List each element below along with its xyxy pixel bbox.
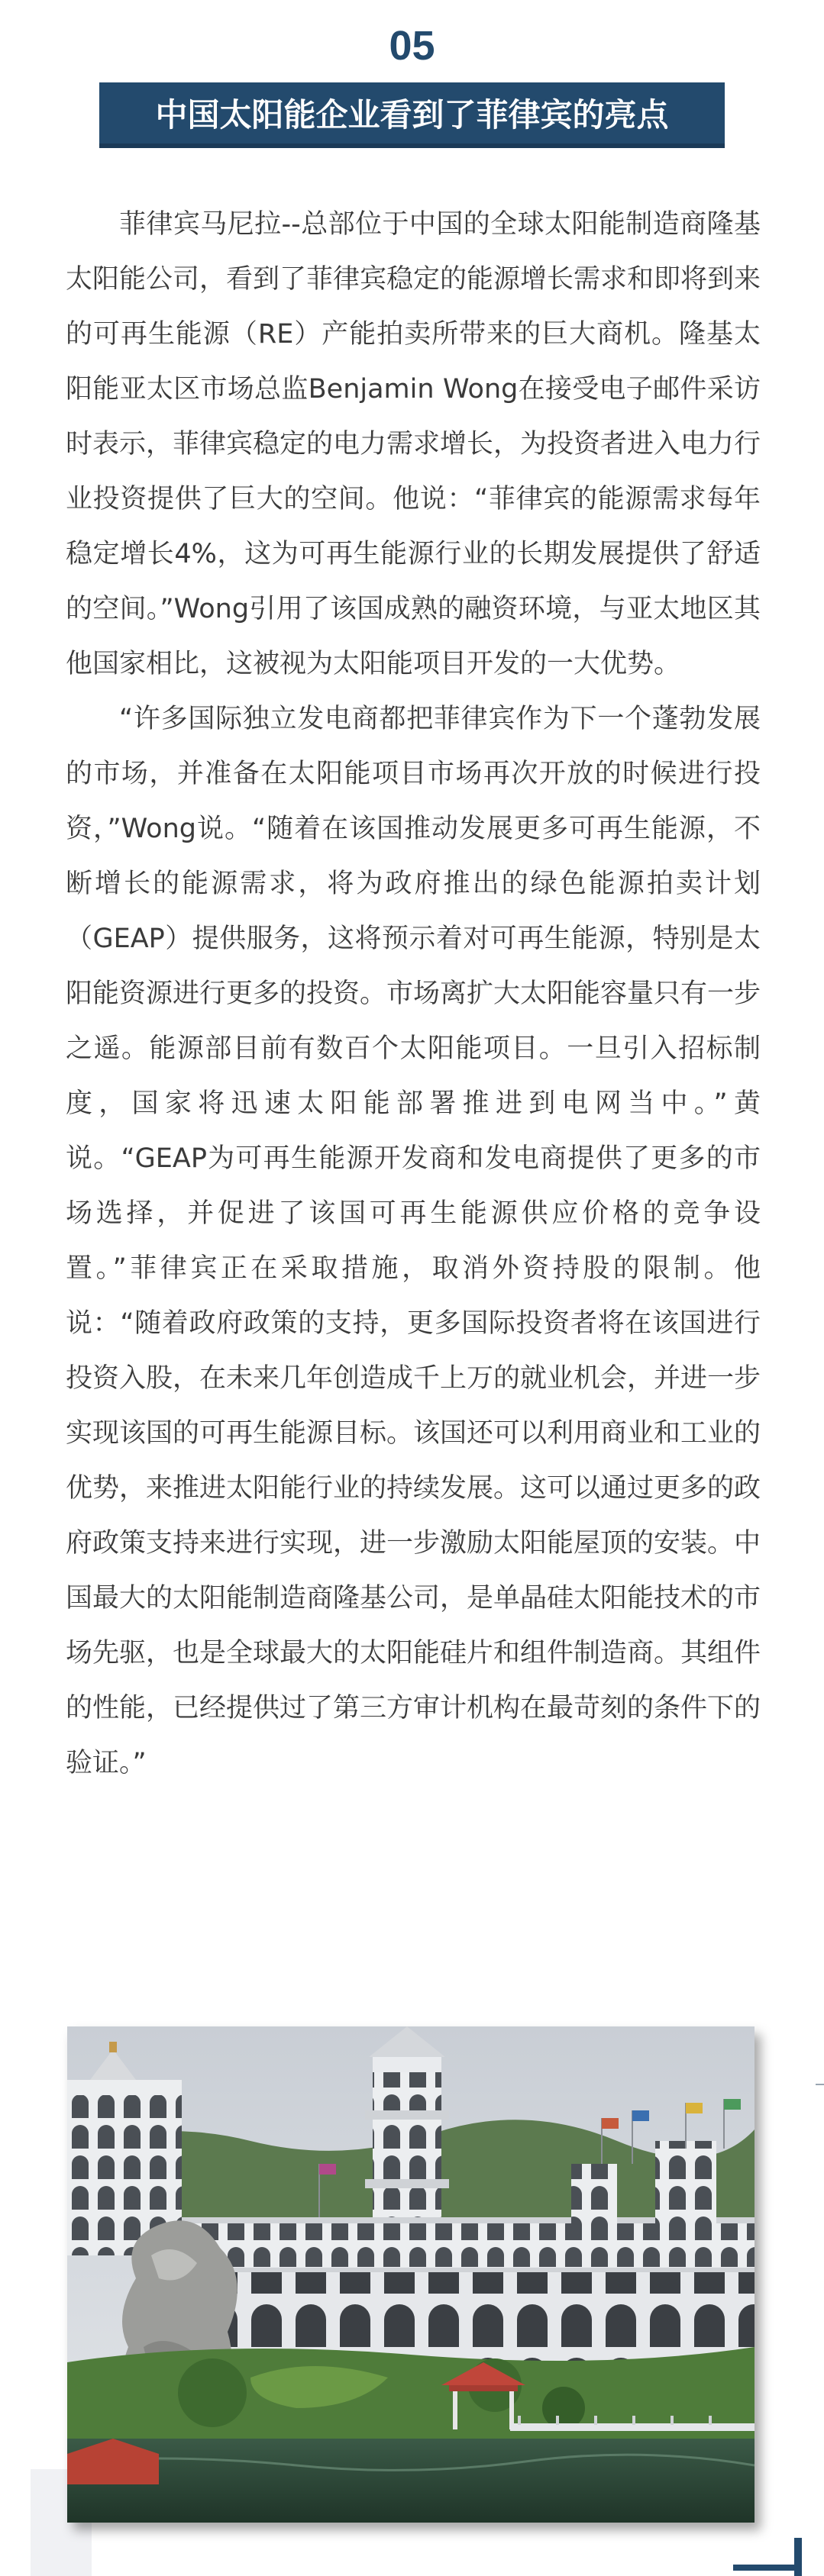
section-number: 05 [389,23,435,69]
article-body [66,197,761,1791]
section-title: 中国太阳能企业看到了菲律宾的亮点 [155,96,669,134]
article-paragraph-1: 菲律宾马尼拉--总部位于中国的全球太阳能制造商隆基太阳能公司，看到了菲律宾稳定的能源增长需求和即将到来的可再生能源（RE）产能拍卖所带来的巨大商机。隆基太阳能亚太区市场总监Benjamin Wong在接受电子邮件采访时表示，菲律宾稳定的电力需求增长，为投资者进入电力行业投资提供了巨大的空间。他说：“菲律宾的能源需求每年稳定增长4%，这为可再生能源行业的长期发展提供了舒适的空间。”Wong引用了该国成熟的融资环境，与亚太地区其他国家相比，这被视为太阳能项目开发的一大优势。 [66,209,761,679]
castle-garden-photo-icon [67,2026,755,2523]
section-title-bar [99,82,725,148]
article-paragraph-2: “许多国际独立发电商都把菲律宾作为下一个蓬勃发展的市场，并准备在太阳能项目市场再次开放的时候进行投资，”Wong说。“随着在该国推动发展更多可再生能源，不断增长的能源需求，将为政府推出的绿色能源拍卖计划（GEAP）提供服务，这将预示着对可再生能源，特别是太阳能资源进行更多的投资。市场离扩大太阳能容量只有一步之遥。能源部目前有数百个太阳能项目。一旦引入招标制度，国家将迅速太阳能部署推进到电网当中。”黄说。“GEAP为可再生能源开发商和发电商提供了更多的市场选择，并促进了该国可再生能源供应价格的竞争设置。”菲律宾正在采取措施，取消外资持股的限制。他说：“随着政府政策的支持，更多国际投资者将在该国进行投资入股，在未来几年创造成千上万的就业机会，并进一步实现该国的可再生能源目标。该国还可以利用商业和工业的优势，来推进太阳能行业的持续发展。这可以通过更多的政府政策支持来进行实现，进一步激励太阳能屋顶的安装。中国最大的太阳能制造商隆基公司，是单晶硅太阳能技术的市场先驱，也是全球最大的太阳能硅片和组件制造商。其组件的性能，已经提供过了第三方审计机构在最苛刻的条件下的验证。” [66,704,761,1778]
edge-mark [816,2084,824,2085]
decorative-corner-line [733,2565,802,2571]
castle-photo [67,2026,755,2523]
